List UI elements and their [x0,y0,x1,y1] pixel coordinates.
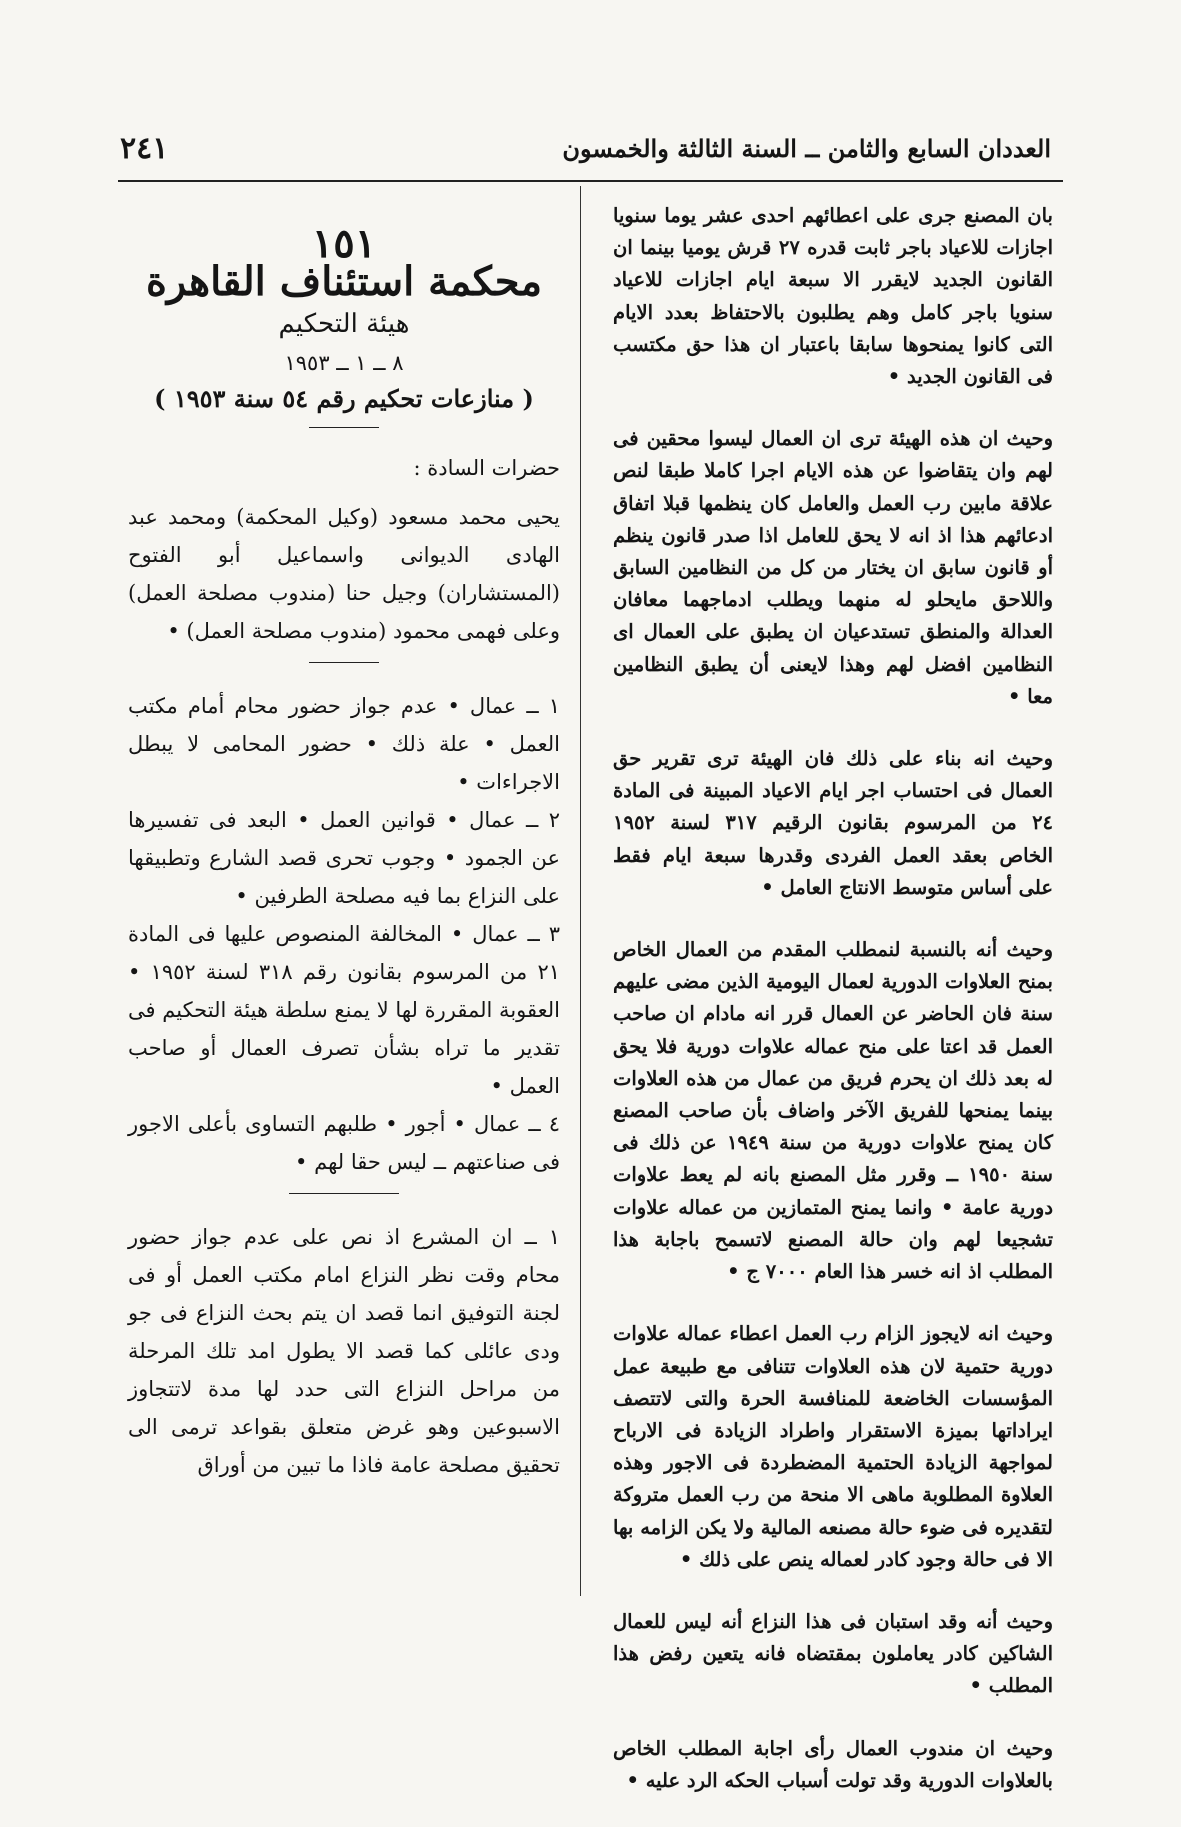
attendance-label: حضرات السادة : [413,456,560,481]
panel-name: هيئة التحكيم [278,309,410,340]
divider [289,1193,399,1194]
column-divider [580,186,581,1596]
headnote: ٤ ــ عمال • أجور • طلبهم التساوى بأعلى الاجور فى صناعتهم ــ ليس حقا لهم • [128,1112,560,1175]
case-reference: ( منازعات تحكيم رقم ٥٤ سنة ١٩٥٣ ) [154,383,534,413]
left-column [128,200,560,1484]
paragraph: وحيث انه لايجوز الزام رب العمل اعطاء عماله علاوات دورية حتمية لان هذه العلاوات تتنافى مع طبيعة عمل المؤسسات الخاضعة للمنافسة الحرة والتى لاتتصف ايراداتها بميزة الاستقرار واطراد الزيادة فى الارباح لمواجهة الزيادة الحتمية المضطردة فى الاجور وهذه العلاوة المطلوبة ماهى الا منحة من رب العمل متروكة لتقديره فى ضوء حالة مصنعه المالية ولا يكن الزامه بها الا فى حالة وجود كادر لعماله ينص على ذلك • [613,1322,1053,1571]
paragraph: وحيث انه بناء على ذلك فان الهيئة ترى تقرير حق العمال فى احتساب اجر ايام الاعياد المبينة فى المادة ٢٤ من المرسوم بقانون الرقيم ٣١٧ لسنة ١٩٥٢ الخاص بعقد العمل الفردى وقدرها سبعة ايام فقط على أساس متوسط الانتاج العامل • [613,747,1054,899]
paragraph: بان المصنع جرى على اعطائهم احدى عشر يوما سنويا اجازات للاعياد باجر ثابت قدره ٢٧ قرش يوميا بينما ان القانون الجديد لايقرر الا سبعة ايام اجازات للاعياد سنويا باجر كامل وهم يطلبون بالاحتفاظ بعدد الايام التى كانوا يمنحوها سابقا باعتبار ان هذا حق مكتسب فى القانون الجديد • [613,204,1053,389]
page-header [120,128,1051,168]
headnote: ٢ ــ عمال • قوانين العمل • البعد فى تفسيرها عن الجمود • وجوب تحرى قصد الشارع وتطبيقها على النزاع بما فيه مصلحة الطرفين • [128,808,560,909]
judgment-text: ١ ــ ان المشرع اذ نص على عدم جواز حضور محام وقت نظر النزاع امام مكتب العمل أو فى لجنة التوفيق انما قصد ان يتم بحث النزاع فى جو ودى عائلى كما قصد الا يطول امد تلك المرحلة من مراحل النزاع التى حدد لها مدة لاتتجاوز الاسبوعين وهو غرض متعلق بقواعد ترمى الى تحقيق مصلحة عامة فاذا ما تبين من أوراق [128,1225,560,1478]
headnote: ٣ ــ عمال • المخالفة المنصوص عليها فى المادة ٢١ من المرسوم بقانون رقم ٣١٨ لسنة ١٩٥٢ • العقوبة المقررة لها لا يمنع سلطة هيئة التحكيم فى تقدير ما تراه بشأن تصرف العمال أو صاحب العمل • [128,922,561,1099]
divider [309,662,379,663]
paragraph: وحيث ان مندوب العمال رأى اجابة المطلب الخاص بالعلاوات الدورية وقد تولت أسباب الحكه الرد عليه • [613,1736,1053,1792]
court-name: محكمة استئناف القاهرة [145,258,543,306]
page-number: ٢٤١ [120,130,169,166]
divider [309,427,379,428]
paragraph: وحيث ان هذه الهيئة ترى ان العمال ليسوا محقين فى لهم وان يتقاضوا عن هذه الايام اجرا كاملا طبقا لنص علاقة مابين رب العمل والعامل كان ينظمها قبلا اتفاق ادعائهم هذا اذ انه لا يحق للعامل اذا صدر قانون ينظم أو قانون سابق ان يختار من كل من النظامين السابق واللاحق مايحلو له منهما ويطلب ادماجهما معافان العدالة والمنطق تستدعيان ان يطبق على العمال اى النظامين افضل لهم وهذا لايعنى أن يطبق النظامين معا • [613,427,1053,708]
right-column [613,200,1053,1827]
paragraph: وحيث أنه وقد استبان فى هذا النزاع أنه ليس للعمال الشاكين كادر يعاملون بمقتضاه فانه يتعين رفض هذا المطلب • [613,1609,1053,1698]
running-title: العددان السابع والثامن ــ السنة الثالثة والخمسون [562,133,1051,163]
case-number: ١٥١ [311,220,377,267]
case-date: ٨ ــ ١ ــ ١٩٥٣ [284,350,404,375]
attendance: يحيى محمد مسعود (وكيل المحكمة) ومحمد عبد الهادى الديوانى واسماعيل أبو الفتوح (المستشاران) وجيل حنا (مندوب مصلحة العمل) وعلى فهمى محمود (مندوب مصلحة العمل) • [128,505,560,644]
header-rule [118,180,1063,182]
headnote: ١ ــ عمال • عدم جواز حضور محام أمام مكتب العمل • علة ذلك • حضور المحامى لا يبطل الاجراءات • [128,694,560,795]
paragraph: وحيث أنه بالنسبة لنمطلب المقدم من العمال الخاص بمنح العلاوات الدورية لعمال اليومية الذين مضى عليهم سنة فان الحاضر عن العمال قرر انه مادام ان صاحب العمل قد اعتا على منح عماله علاوات دورية فلا يحق له بعد ذلك ان يحرم فريق من عمال من هذه العلاوات بينما يمنحها للفريق الآخر واضاف بأن صاحب المصنع كان يمنح علاوات دورية من سنة ١٩٤٩ عن ذلك فى سنة ١٩٥٠ ــ وقرر مثل المصنع بانه لم يعط علاوات دورية عامة • وانما يمنح المتمازين من عماله علاوات تشجيعا لهم وان حالة المصنع لاتسمح باجابة هذا المطلب اذ انه خسر هذا العام ٧٠٠٠ ج • [613,938,1054,1284]
